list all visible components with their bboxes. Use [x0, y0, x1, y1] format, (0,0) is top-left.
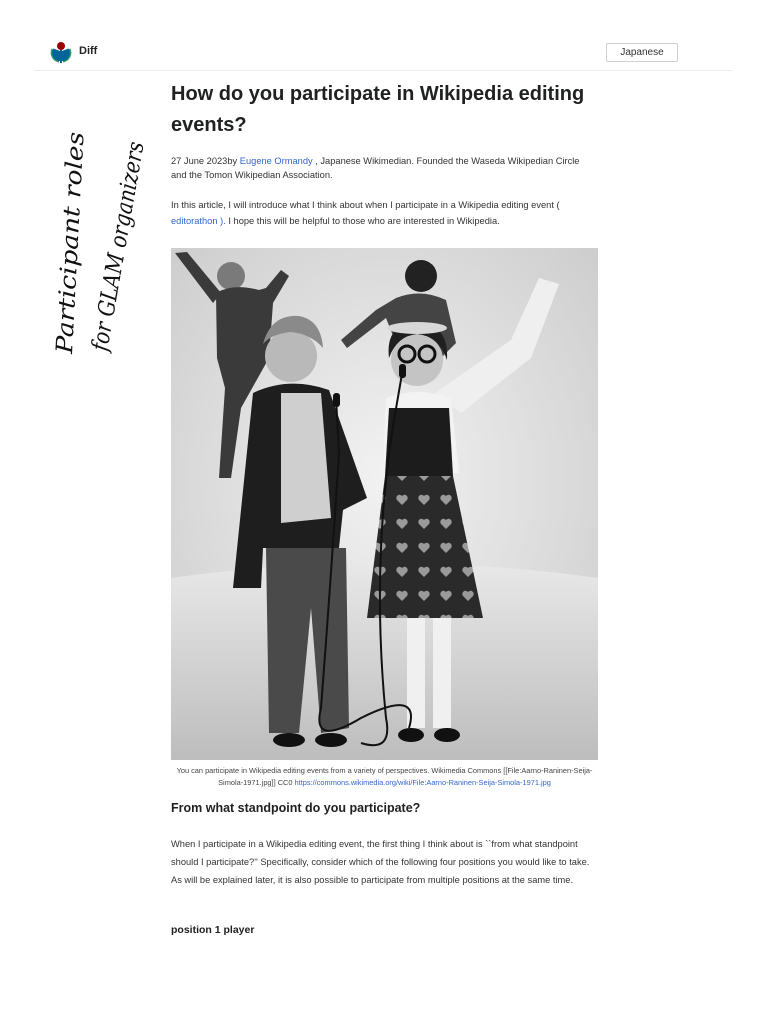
intro-text-before: In this article, I will introduce what I think about when I participate in a Wikipedia editing event (	[171, 200, 560, 210]
language-button[interactable]: Japanese	[606, 43, 678, 62]
author-link[interactable]: Eugene Ormandy	[239, 156, 313, 166]
site-brand-link[interactable]: Diff	[79, 45, 98, 57]
caption-text: You can participate in Wikipedia editing events from a variety of perspectives. Wikimedia Commons [[File:Aarno-Raninen-Seija-Simola-1971.jpg]] CC0	[176, 766, 593, 787]
intro-paragraph	[171, 198, 598, 229]
author-bio: , Japanese Wikimedian. Founded the Waseda Wikipedian Circle and the Tomon Wikipedian Association.	[171, 156, 580, 180]
position-1-heading: position 1 player	[171, 924, 255, 936]
caption-source-link[interactable]: https://commons.wikimedia.org/wiki/File:Aarno-Raninen-Seija-Simola-1971.jpg	[294, 778, 551, 787]
margin-note-line-1: Participant roles	[52, 159, 89, 355]
publish-date: 27 June 2023	[171, 156, 228, 166]
byline-by: by	[227, 156, 238, 166]
article-byline	[171, 154, 591, 182]
editorathon-link[interactable]: editorathon ).	[171, 215, 226, 226]
handwritten-margin-note	[40, 106, 156, 356]
margin-note-line-2: for GLAM organizers	[87, 106, 156, 354]
intro-text-after: I hope this will be helpful to those who are interested in Wikipedia.	[225, 215, 500, 226]
section-paragraph: When I participate in a Wikipedia editing event, the first thing I think about is ``from what standpoint should I participate?'' Specifically, consider which of the following four positions you would like to take. As will be explained later, it is also possible to participate from multiple positions at the same time.	[171, 839, 590, 885]
photo-caption	[171, 765, 598, 789]
section-heading: From what standpoint do you participate?	[171, 801, 421, 815]
article-photo	[171, 248, 598, 760]
article-title: How do you participate in Wikipedia editing events?	[171, 83, 585, 136]
wikimedia-logo-icon[interactable]	[48, 40, 74, 66]
